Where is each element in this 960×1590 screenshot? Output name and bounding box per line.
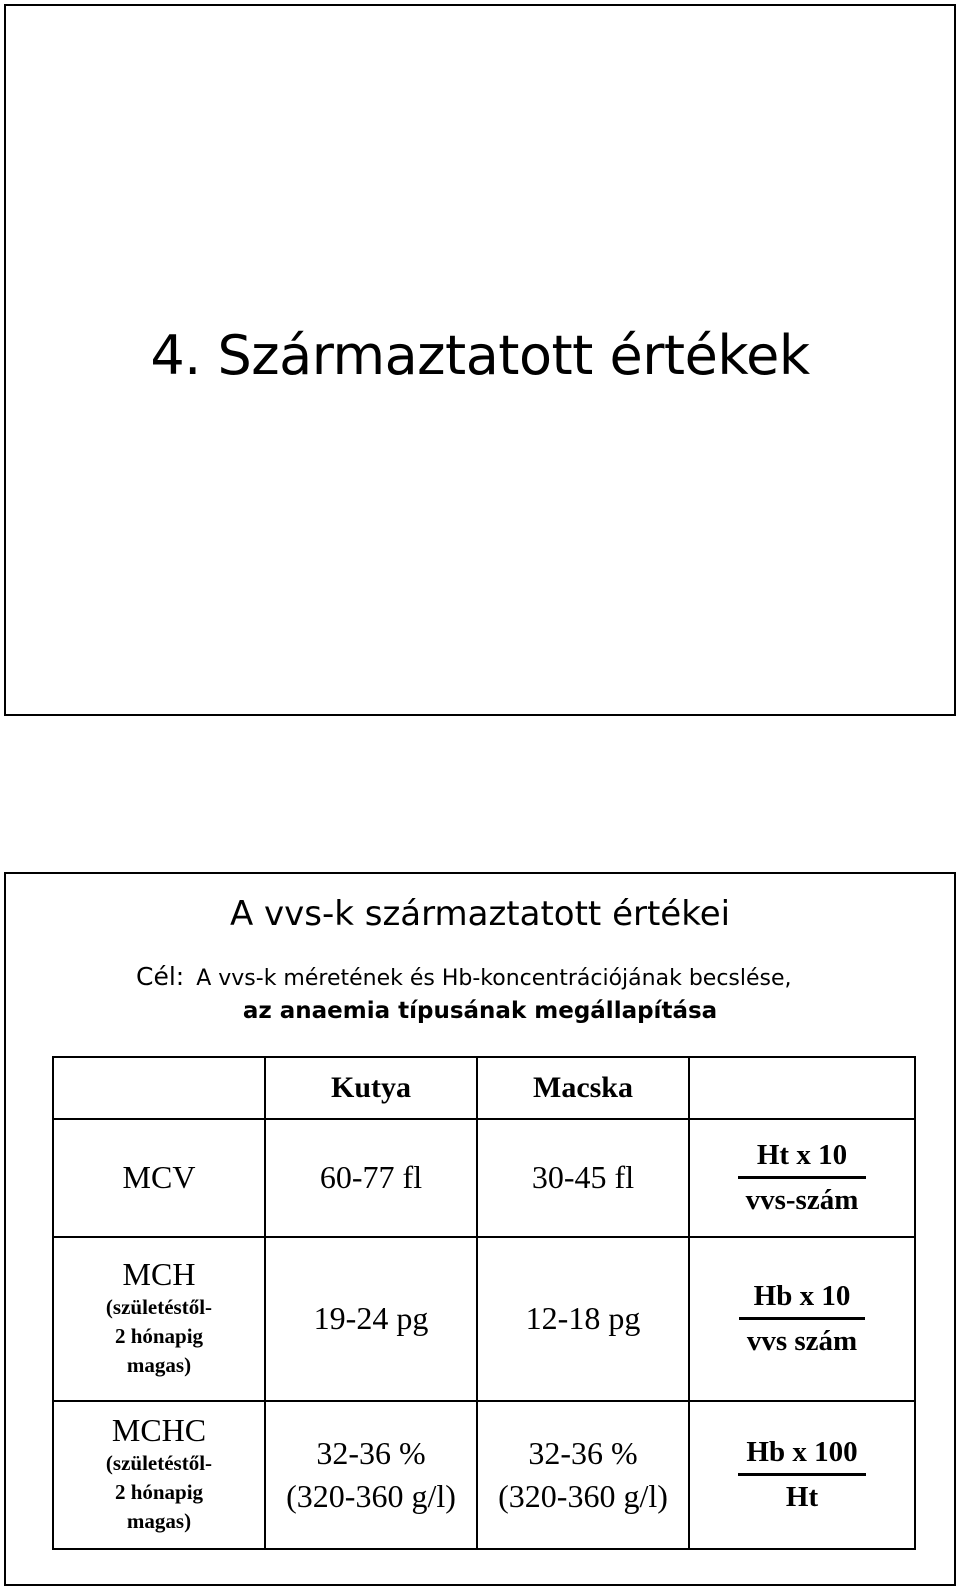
slide-title-page <box>4 4 956 716</box>
macska-value-cell <box>477 1401 689 1549</box>
formula-denominator: vvs szám <box>746 1324 858 1357</box>
header-cell-kutya: Kutya <box>265 1057 477 1119</box>
formula-cell <box>689 1237 915 1401</box>
table-row-mchc <box>53 1401 915 1549</box>
formula-cell <box>689 1119 915 1237</box>
table-row-mch <box>53 1237 915 1401</box>
values-table <box>52 1056 916 1550</box>
formula-fraction <box>738 1437 865 1514</box>
kutya-value: 19-24 pg <box>313 1300 429 1337</box>
param-note-line: (születéstől- <box>105 1294 213 1319</box>
kutya-value-cell <box>265 1119 477 1237</box>
slide-title: 4. Származtatott értékek <box>150 324 810 387</box>
formula-fraction <box>738 1140 867 1217</box>
kutya-value: 32-36 % <box>316 1434 426 1471</box>
param-name: MCH <box>122 1256 196 1293</box>
formula-numerator: Hb x 100 <box>738 1437 865 1476</box>
formula-numerator: Hb x 10 <box>739 1281 865 1320</box>
macska-value: 12-18 pg <box>525 1300 641 1337</box>
macska-value-cell <box>477 1237 689 1401</box>
formula-fraction <box>739 1281 865 1358</box>
macska-value: 30-45 fl <box>531 1159 635 1196</box>
kutya-value-cell <box>265 1237 477 1401</box>
goal-label: Cél: <box>136 962 185 991</box>
param-cell <box>53 1237 265 1401</box>
macska-value-cell <box>477 1119 689 1237</box>
param-cell <box>53 1119 265 1237</box>
slide-derived-values <box>4 872 956 1586</box>
formula-denominator: Ht <box>785 1480 819 1513</box>
kutya-value-secondary: (320-360 g/l) <box>286 1478 456 1514</box>
header-cell-macska: Macska <box>477 1057 689 1119</box>
header-cell-empty <box>53 1057 265 1119</box>
kutya-value-cell <box>265 1401 477 1549</box>
formula-denominator: vvs-szám <box>745 1183 859 1216</box>
kutya-value: 60-77 fl <box>319 1159 423 1196</box>
param-note-line: magas) <box>126 1353 192 1378</box>
formula-numerator: Ht x 10 <box>738 1140 867 1179</box>
param-note-line: magas) <box>126 1509 192 1534</box>
slide-heading: A vvs-k származtatott értékei <box>229 894 731 934</box>
goal-line <box>136 962 792 991</box>
goal-text-bold: az anaemia típusának megállapítása <box>242 998 718 1024</box>
param-cell <box>53 1401 265 1549</box>
param-name: MCHC <box>111 1412 207 1449</box>
macska-value-secondary: (320-360 g/l) <box>498 1478 668 1514</box>
param-note-line: 2 hónapig <box>114 1323 204 1348</box>
macska-value: 32-36 % <box>528 1434 638 1471</box>
table-header-row <box>53 1057 915 1119</box>
goal-text: A vvs-k méretének és Hb-koncentrációjának becslése, <box>196 966 792 991</box>
header-cell-formula <box>689 1057 915 1119</box>
param-note-line: (születéstől- <box>105 1450 213 1475</box>
table-row-mcv <box>53 1119 915 1237</box>
param-name: MCV <box>122 1159 196 1196</box>
param-note-line: 2 hónapig <box>114 1479 204 1504</box>
formula-cell <box>689 1401 915 1549</box>
